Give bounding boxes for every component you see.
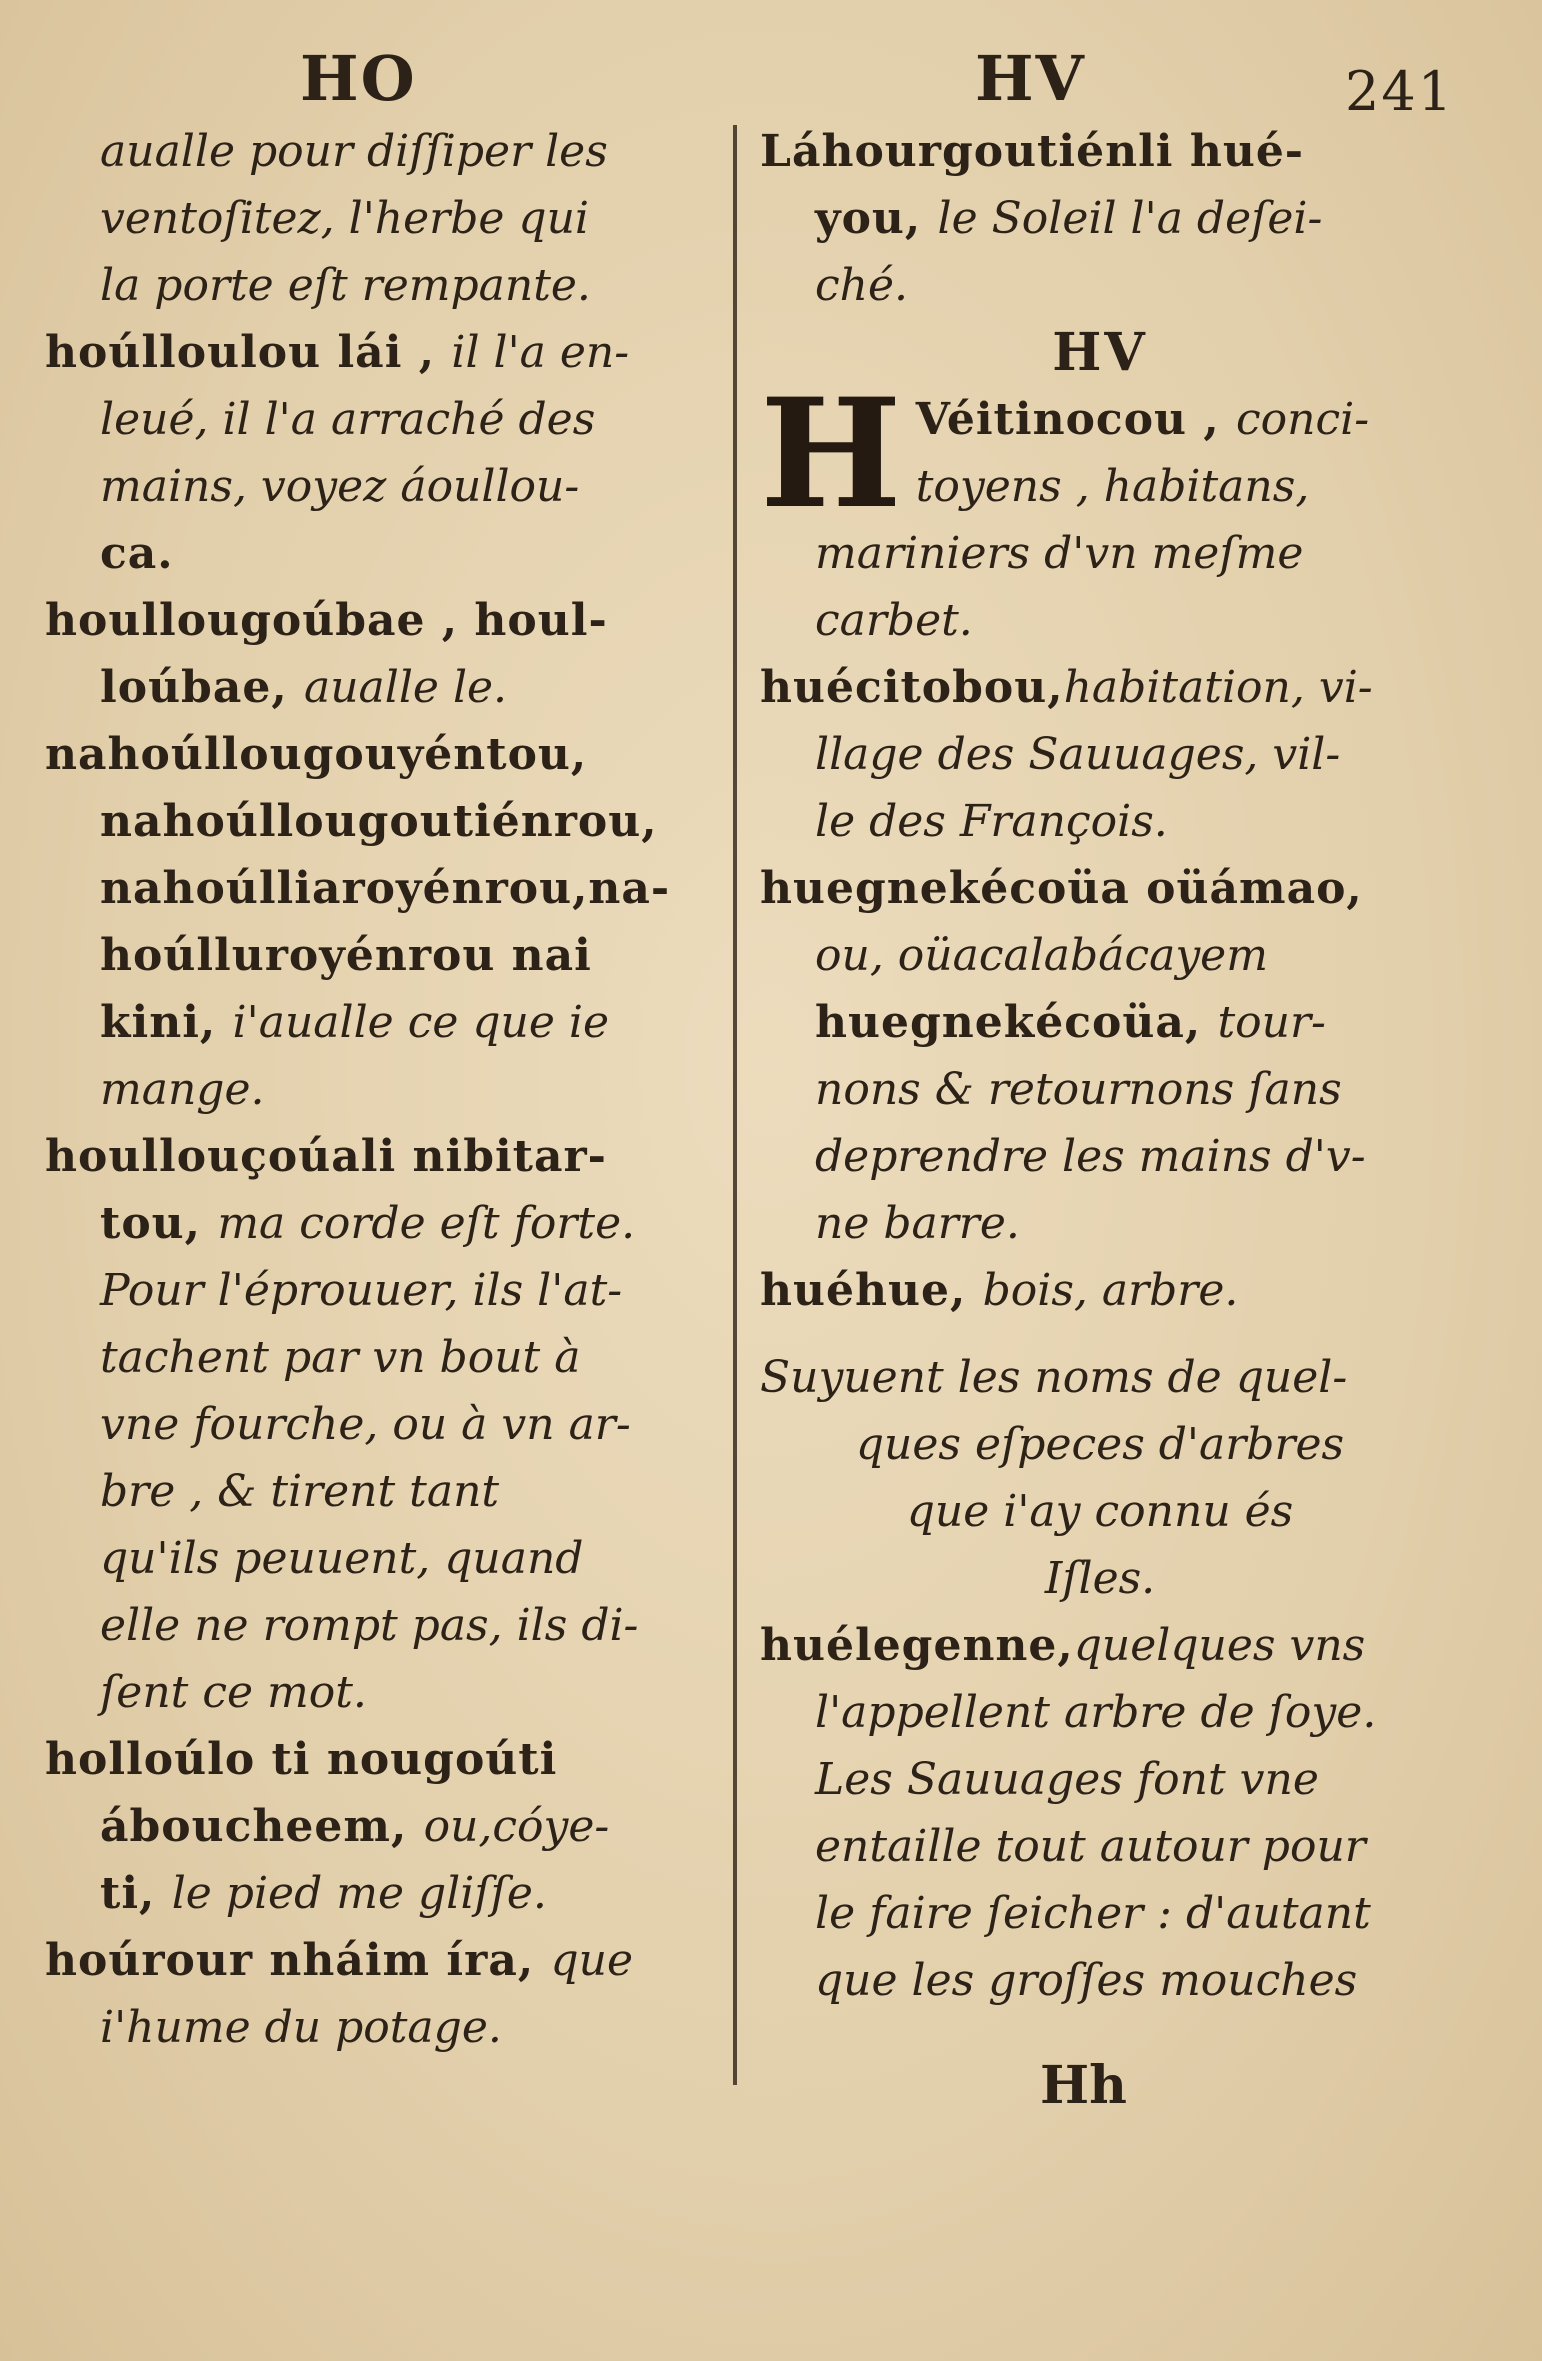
headword: nahoúllougouyéntou,: [45, 729, 588, 780]
text-line: [760, 1123, 1440, 1190]
headword: you,: [815, 193, 938, 244]
definition: carbet.: [815, 595, 973, 646]
text-line: [45, 1793, 725, 1860]
text-line: [45, 989, 725, 1056]
text-line: [45, 1860, 725, 1927]
note-block: [760, 1344, 1440, 1612]
headword: houllougoúbae , houl-: [45, 595, 608, 646]
definition: le des François.: [815, 796, 1168, 847]
headword: huéhue,: [760, 1265, 983, 1316]
definition: qu'ils peuuent, quand: [100, 1533, 584, 1584]
text-line: [45, 386, 725, 453]
headword: hoúlloulou lái ,: [45, 327, 452, 378]
definition: mange.: [100, 1064, 265, 1115]
text-line: [45, 587, 725, 654]
headword: houllouçoúali nibitar-: [45, 1131, 607, 1182]
headword: Láhourgoutiénli hué-: [760, 126, 1305, 177]
text-line: [760, 922, 1440, 989]
text-line: [45, 1056, 725, 1123]
text-line: [45, 1324, 725, 1391]
text-line: [45, 1927, 725, 1994]
text-line: [760, 1612, 1440, 1679]
text-line: [45, 1123, 725, 1190]
definition: que: [550, 1935, 634, 1986]
text-line: [760, 185, 1440, 252]
text-line: [45, 1994, 725, 2061]
text-line: [45, 1659, 725, 1726]
definition: ventoſitez, l'herbe qui: [100, 193, 589, 244]
section-title: HV: [1052, 322, 1148, 383]
headword: hoúrour nháim íra,: [45, 1935, 551, 1986]
headword: ti,: [100, 1868, 172, 1919]
text-line: [45, 721, 725, 788]
text-line: [760, 587, 1440, 654]
running-head-left: HO: [300, 42, 417, 115]
definition: que les groſſes mouches: [815, 1955, 1358, 2006]
definition: bois, arbre.: [982, 1265, 1239, 1316]
definition: tachent par vn bout à: [100, 1332, 581, 1383]
text-line: [45, 922, 725, 989]
text-line: [760, 788, 1440, 855]
text-line: [45, 319, 725, 386]
definition: ma corde eſt forte.: [217, 1198, 636, 1249]
text-line: [45, 855, 725, 922]
page-number: 241: [1345, 60, 1455, 123]
text-line: [45, 185, 725, 252]
definition: tour-: [1217, 997, 1326, 1048]
text-line: [45, 654, 725, 721]
definition: Pour l'éprouuer, ils l'at-: [100, 1265, 623, 1316]
definition: ſent ce mot.: [100, 1667, 367, 1718]
definition: ne barre.: [815, 1198, 1020, 1249]
text-line: [760, 1190, 1440, 1257]
headword: ábouchеem,: [100, 1801, 424, 1852]
headword: huélegenne,: [760, 1620, 1074, 1671]
text-line: [45, 788, 725, 855]
definition: ché.: [815, 260, 909, 311]
text-line: [760, 252, 1440, 319]
text-line: [760, 1056, 1440, 1123]
definition: l'appellent arbre de ſoye.: [815, 1687, 1377, 1738]
definition: conci-: [1236, 394, 1370, 445]
definition: le faire ſeicher : d'autant: [815, 1888, 1371, 1939]
text-line: [760, 520, 1440, 587]
text-line: [760, 1679, 1440, 1746]
text-line: [760, 1813, 1440, 1880]
running-head-center: HV: [975, 42, 1086, 115]
definition: ou,cóye-: [423, 1801, 610, 1852]
definition: bre , & tirent tant: [100, 1466, 500, 1517]
note-line: Suyuent les noms de quel-: [760, 1352, 1348, 1403]
headword: huegnekécoüa oüámao,: [760, 863, 1363, 914]
definition: mains, voyez áoullou-: [100, 461, 580, 512]
definition: aualle pour diſſiper les: [100, 126, 608, 177]
definition: le Soleil l'a deſei-: [937, 193, 1323, 244]
text-line: [45, 1190, 725, 1257]
definition: i'aualle ce que ie: [232, 997, 609, 1048]
headword: ca.: [100, 528, 174, 579]
headword: nahoúlliaroyénrou,na-: [100, 863, 671, 914]
text-line: [760, 1257, 1440, 1324]
definition: le pied me gliſſe.: [171, 1868, 547, 1919]
definition: entaille tout autour pour: [815, 1821, 1366, 1872]
definition: llage des Sauuages, vil-: [815, 729, 1341, 780]
headword: tou,: [100, 1198, 218, 1249]
left-column: [45, 118, 725, 2061]
column-divider: [733, 125, 737, 2085]
right-column-end: [760, 1612, 1440, 2014]
definition: mariniers d'vn meſme: [815, 528, 1304, 579]
definition: deprendre les mains d'v-: [815, 1131, 1366, 1182]
definition: la porte eſt rempante.: [100, 260, 591, 311]
text-line: [45, 252, 725, 319]
definition: i'hume du potage.: [100, 2002, 502, 2053]
text-line: [45, 453, 725, 520]
headword: loúbae,: [100, 662, 304, 713]
dropcap-entry: [760, 386, 1440, 520]
text-line: [760, 721, 1440, 788]
definition: ou, oüacalabácayem: [815, 930, 1268, 981]
definition: quelques vns: [1073, 1620, 1366, 1671]
headword: hoúlluroyénrou nai: [100, 930, 592, 981]
definition: nons & retournons ſans: [815, 1064, 1342, 1115]
text-line: [45, 520, 725, 587]
text-line: [760, 654, 1440, 721]
definition: toyens , habitans,: [915, 461, 1310, 512]
definition: Les Sauuages font vne: [815, 1754, 1319, 1805]
headword: Véitinocou ,: [915, 394, 1237, 445]
definition: vne fourche, ou à vn ar-: [100, 1399, 631, 1450]
definition: habitation, vi-: [1063, 662, 1373, 713]
text-line: [760, 118, 1440, 185]
right-column-top: [760, 118, 1440, 319]
text-line: [45, 1525, 725, 1592]
note-line: que i'ay connu és: [906, 1486, 1294, 1537]
headword: holloúlo ti nougoúti: [45, 1734, 558, 1785]
text-line: [760, 1880, 1440, 1947]
note-line: ques eſpeces d'arbres: [855, 1419, 1345, 1470]
text-line: [45, 1592, 725, 1659]
right-column-entries: [760, 520, 1440, 1324]
definition: elle ne rompt pas, ils di-: [100, 1600, 639, 1651]
signature-mark: Hh: [1040, 2055, 1127, 2116]
text-line: [760, 989, 1440, 1056]
definition: il l'a en-: [451, 327, 630, 378]
headword: huécitobou,: [760, 662, 1064, 713]
text-line: [45, 1391, 725, 1458]
text-line: [760, 855, 1440, 922]
text-line: [45, 1257, 725, 1324]
text-line: [45, 118, 725, 185]
text-line: [760, 1947, 1440, 2014]
text-line: [760, 1746, 1440, 1813]
right-column: [760, 118, 1440, 2014]
headword: kini,: [100, 997, 233, 1048]
text-line: [45, 1458, 725, 1525]
text-line: [45, 1726, 725, 1793]
note-line: Iſles.: [1044, 1553, 1156, 1604]
definition: leué, il l'a arraché des: [100, 394, 596, 445]
definition: aualle le.: [303, 662, 508, 713]
headword: huegnekécoüa,: [815, 997, 1218, 1048]
dropcap-letter: H: [760, 386, 902, 520]
headword: nahoúllougoutiénrou,: [100, 796, 658, 847]
